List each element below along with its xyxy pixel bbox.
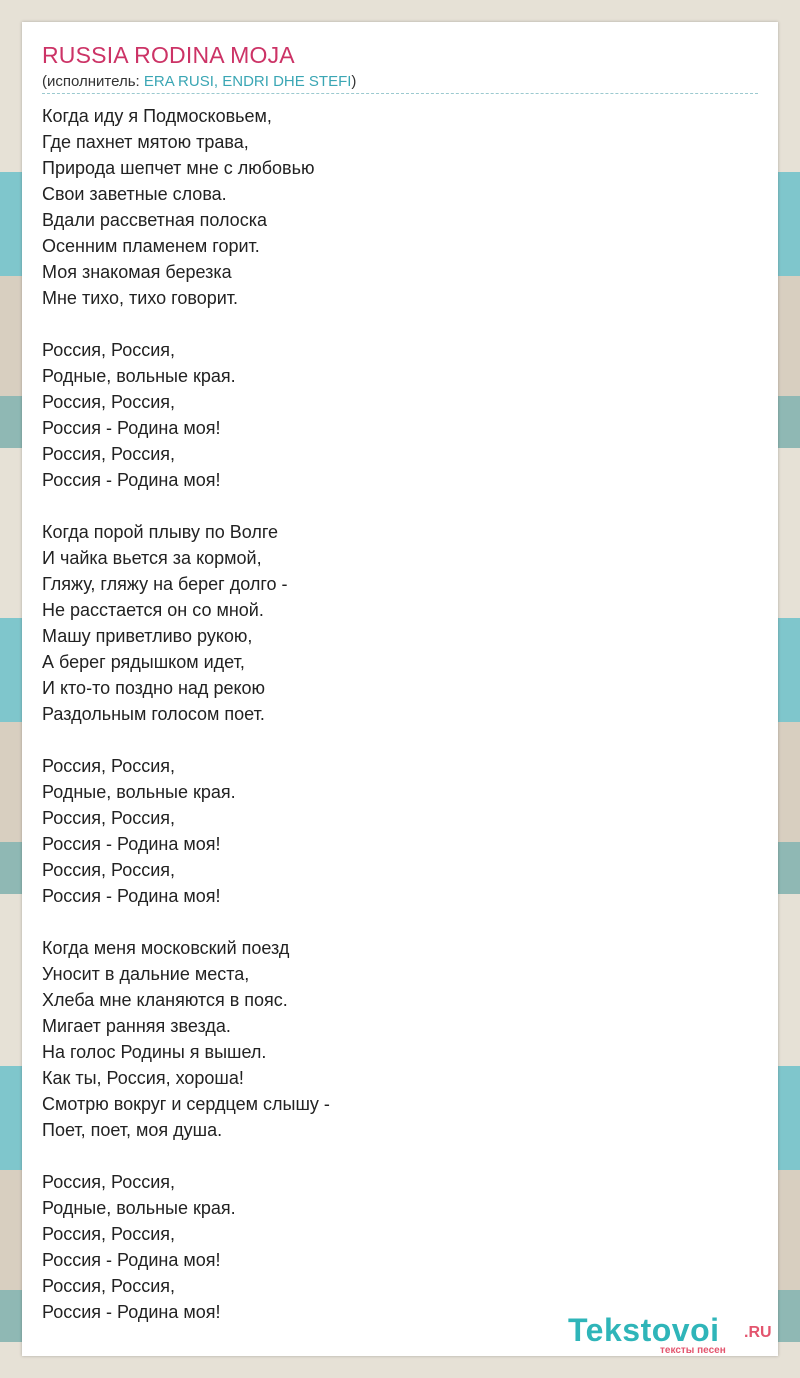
lyric-line: Россия - Родина моя! — [42, 886, 221, 906]
artist-suffix: ) — [351, 73, 357, 90]
verse-2 — [42, 519, 742, 727]
song-title: RUSSIA RODINA MOJA — [42, 42, 295, 68]
lyric-line: Уносит в дальние места, — [42, 964, 250, 984]
lyric-line: Поет, поет, моя душа. — [42, 1120, 223, 1140]
lyric-line: Раздольным голосом поет. — [42, 704, 265, 724]
artist-prefix: (исполнитель: — [42, 73, 144, 90]
lyric-line: Где пахнет мятою трава, — [42, 132, 249, 152]
lyric-line: Мигает ранняя звезда. — [42, 1016, 231, 1036]
lyric-line: Вдали рассветная полоска — [42, 210, 267, 230]
chorus-3 — [42, 1169, 742, 1325]
lyric-line: Хлеба мне кланяются в пояс. — [42, 990, 288, 1010]
lyric-line: И кто-то поздно над рекою — [42, 678, 266, 698]
lyric-line: Родные, вольные края. — [42, 1198, 236, 1218]
artist-line — [42, 73, 356, 90]
lyric-line: Как ты, Россия, хороша! — [42, 1068, 244, 1088]
lyric-line: Россия, Россия, — [42, 444, 176, 464]
chorus-2 — [42, 753, 742, 909]
lyric-line: Россия, Россия, — [42, 756, 176, 776]
lyric-line: Россия - Родина моя! — [42, 1250, 221, 1270]
lyric-line: Когда порой плыву по Волге — [42, 522, 279, 542]
lyric-line: Россия, Россия, — [42, 1276, 176, 1296]
verse-1 — [42, 103, 742, 311]
logo-tagline: тексты песен — [660, 1345, 726, 1356]
title-divider — [42, 93, 758, 94]
lyric-line: Смотрю вокруг и сердцем слышу - — [42, 1094, 330, 1114]
artist-link[interactable]: ERA RUSI, ENDRI DHE STEFI — [143, 73, 352, 90]
verse-3 — [42, 935, 742, 1143]
lyric-line: Россия, Россия, — [42, 1224, 176, 1244]
lyric-line: Моя знакомая березка — [42, 262, 232, 282]
logo-tld: .RU — [744, 1324, 772, 1341]
lyric-line: Когда иду я Подмосковьем, — [42, 106, 272, 126]
lyric-line: Не расстается он со мной. — [42, 600, 264, 620]
lyric-line: Россия - Родина моя! — [42, 834, 221, 854]
site-logo[interactable] — [568, 1312, 778, 1356]
lyric-line: Россия, Россия, — [42, 340, 176, 360]
lyric-line: Россия, Россия, — [42, 808, 176, 828]
lyric-line: Россия - Родина моя! — [42, 418, 221, 438]
lyric-line: Родные, вольные края. — [42, 366, 236, 386]
lyric-line: Когда меня московский поезд — [42, 938, 290, 958]
chorus-1 — [42, 337, 742, 493]
lyric-line: Россия, Россия, — [42, 392, 176, 412]
lyric-line: Россия, Россия, — [42, 1172, 176, 1192]
lyric-line: Машу приветливо рукою, — [42, 626, 253, 646]
lyric-line: Россия - Родина моя! — [42, 1302, 221, 1322]
lyric-line: Россия - Родина моя! — [42, 470, 221, 490]
lyric-line: И чайка вьется за кормой, — [42, 548, 262, 568]
lyric-line: А берег рядышком идет, — [42, 652, 245, 672]
lyric-line: Свои заветные слова. — [42, 184, 227, 204]
lyric-line: Россия, Россия, — [42, 860, 176, 880]
lyric-line: Осенним пламенем горит. — [42, 236, 260, 256]
lyrics-body — [42, 103, 742, 1351]
lyric-line: На голос Родины я вышел. — [42, 1042, 267, 1062]
lyric-line: Мне тихо, тихо говорит. — [42, 288, 239, 308]
lyric-line: Родные, вольные края. — [42, 782, 236, 802]
lyric-line: Природа шепчет мне с любовью — [42, 158, 315, 178]
lyric-line: Гляжу, гляжу на берег долго - — [42, 574, 288, 594]
logo-name: Tekstovoi — [568, 1312, 720, 1348]
lyrics-card — [22, 22, 778, 1356]
